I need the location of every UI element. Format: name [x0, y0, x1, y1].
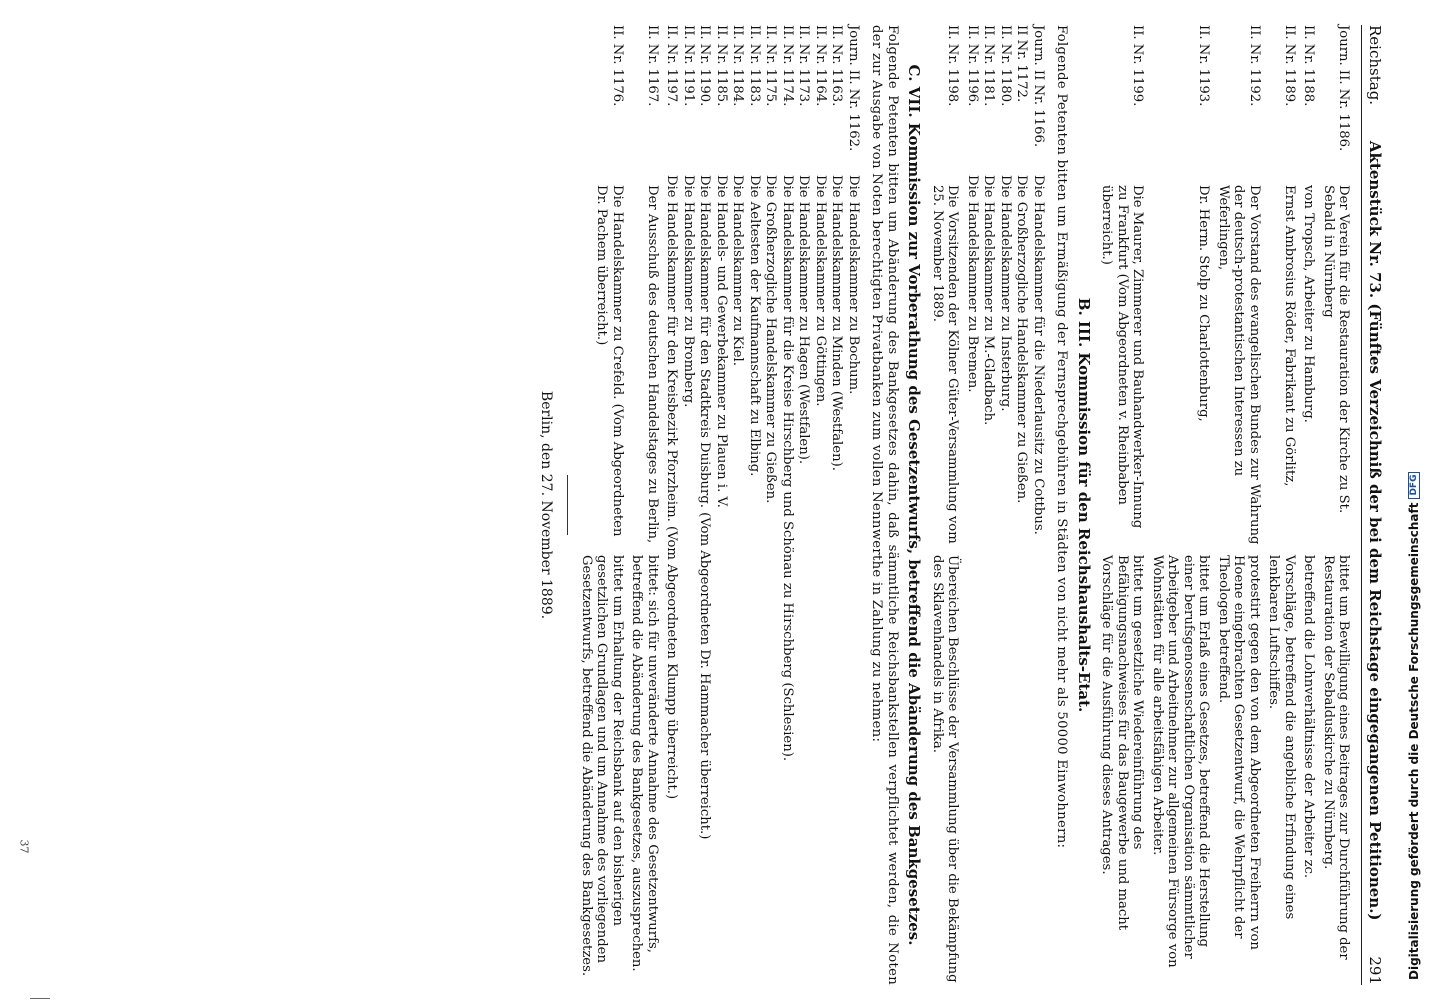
closing-date: Berlin, den 27. November 1889.	[538, 390, 554, 620]
petitioner: Die Aeltesten der Kaufmannschaft zu Elbing.	[747, 175, 762, 477]
petition-row	[1150, 25, 1212, 985]
petitioner: Die Handelskammer zu Minden (Westfalen).	[829, 175, 845, 471]
digitization-credit	[1404, 0, 1424, 980]
journal-ref: Journ. II. Nr. 1186.	[1336, 25, 1352, 152]
petitioner: Ernst Ambrosius Röder, Fabrikant zu Görlitz,	[1282, 185, 1297, 487]
journal-ref: II Nr. 1172.	[1014, 25, 1030, 103]
page-header	[1362, 25, 1383, 985]
petitioner: Die Handelskammer für die Kreise Hirschberg und Schönau zu Hirschberg (Schlesien).	[780, 175, 795, 762]
page-mark: 37	[17, 839, 31, 854]
journal-ref: II. Nr. 1173.	[796, 25, 812, 107]
petition-request: betreffend die Lohnverhältnisse der Arbeiter zc.	[1301, 555, 1317, 879]
petitioner: Die Handelskammer zu Hagen (Westfalen).	[796, 175, 812, 465]
petitioner: Die Handels- und Gewerbekammer zu Plauen i. V.	[714, 175, 729, 508]
journal-ref: II. Nr. 1196.	[965, 25, 980, 107]
top-petitions	[1099, 25, 1352, 985]
petition-request: bittet: sich für unveränderte Annahme des Gesetzentwurfs, betreffend die Abänderung des Bankgesetzes, auszusprechen.	[629, 555, 660, 972]
petitioner: Der Vorstand des evangelischen Bundes zur Wahrung der deutsch-protestantischen Interessen zu Weferlingen,	[1216, 185, 1262, 545]
petitioner: von Tropsch, Arbeiter zu Hamburg.	[1301, 185, 1317, 423]
section-b-intro: Folgende Petenten bitten um Ermäßigung der Fernsprechgebühren in Städten von nicht mehr als 50000 Einwohnern:	[1054, 25, 1070, 849]
header-left: Reichstag.	[1366, 25, 1384, 106]
petition-request: bittet um Bewilligung eines Beitrages zur Durchführung der Restauration der Sebalduskirche zu Nürnberg.	[1321, 555, 1352, 960]
scan-edge-mark	[30, 998, 50, 999]
petitioner: Die Handelskammer für die Niederlausitz zu Cottbus.	[1031, 175, 1046, 535]
journal-ref: II. Nr. 1175.	[763, 25, 779, 107]
petitioner: Die Maurer, Zimmerer und Bauhandwerker-Innung zu Frankfurt (Vom Abgeordneten v. Rheinbaben überreicht.)	[1099, 185, 1146, 529]
petitioner: Die Handelskammer zu M.-Gladbach.	[981, 175, 997, 426]
petition-row	[1321, 25, 1352, 985]
journal-ref: II. Nr. 1185.	[714, 25, 729, 107]
petitioner: Die Handelskammer zu Insterburg.	[998, 175, 1013, 412]
petition-row	[579, 25, 626, 985]
journal-ref: Journ. II. Nr. 1162.	[846, 25, 861, 152]
section-c-intro: Folgende Petenten bitten um Abänderung des Bankgesetzes dahin, daß sämmtliche Reichsbankstellen verpflichtet werden, die Noten der zur Ausgabe von Noten berechtigten Privatbanken zum vollen Nennwerthe in Zahlung zu nehmen:	[869, 25, 900, 985]
journal-ref: II. Nr. 1192.	[1247, 25, 1262, 107]
journal-ref: II. Nr. 1164.	[813, 25, 828, 107]
petitioner: Der Verein für die Restauration der Kirche zu St. Sebald in Nürnberg	[1321, 185, 1352, 514]
petitioner: Die Handelskammer zu Göttingen.	[813, 175, 828, 407]
petition-row	[1099, 25, 1146, 985]
journal-ref: II. Nr. 1188.	[1301, 25, 1317, 107]
journal-ref: II. Nr. 1174.	[780, 25, 795, 107]
journal-ref: II. Nr. 1181.	[981, 25, 997, 107]
petitioner: Die Großherzogliche Handelskammer zu Gießen.	[763, 175, 779, 504]
petition-request: Übereichen Beschlüsse der Versammlung über die Bekämpfung des Sklavenhandels in Afrika.	[930, 555, 961, 983]
section-c-title: C. VII. Kommission zur Vorberathung des Gesetzentwurfs, betreffend die Abänderung des Bankgesetzes.	[905, 64, 924, 946]
petition-request: Vorschläge, betreffend die angebliche Erfindung eines lenkbaren Luftschiffes.	[1266, 555, 1297, 920]
petitioner: Die Vorsitzenden der Kölner Güter-Versammlung vom 25. November 1889.	[930, 185, 961, 544]
journal-ref: II. Nr. 1176.	[610, 25, 625, 107]
journal-ref: II. Nr. 1193.	[1196, 25, 1212, 107]
journal-ref: II. Nr. 1191.	[681, 25, 696, 107]
journal-ref: Journ. II Nr. 1166.	[1031, 25, 1046, 148]
petitioner: Die Handelskammer für den Stadtkreis Duisburg. (Vom Abgeordneten Dr. Hammacher überreicht.)	[697, 175, 713, 840]
journal-ref: II. Nr. 1184.	[730, 25, 746, 107]
petition-request: bittet um gesetzliche Wiedereinführung des Befähigungsnachweises für das Baugewerbe und macht Vorschläge für die Ausführung dieses Antrages.	[1099, 555, 1146, 931]
petition-row	[1216, 25, 1263, 985]
header-title: Aktenstück Nr. 73. (Fünftes Verzeichniß der bei dem Reichstage eingegangenen Petitionen.)	[1366, 140, 1384, 921]
petition-row	[930, 25, 961, 985]
journal-ref: II. Nr. 1163.	[829, 25, 845, 107]
petitioner: Die Handelskammer zu Bochum.	[846, 175, 861, 395]
petitioner: Die Handelskammer zu Bromberg.	[681, 175, 696, 408]
petition-row	[1266, 25, 1297, 985]
journal-ref: II. Nr. 1180.	[998, 25, 1013, 107]
petition-request: bittet um Erlaß eines Gesetzes, betreffend die Herstellung einer berufsgenossenschaftlichen Organisation sämmtlicher Arbeitgeber und Arbeitnehmer zur allgemeinen Fürsorge von Wohnstätten für alle arbeitsfähigen Arbeiter.	[1150, 555, 1212, 968]
dfg-logo: DFG	[1408, 472, 1420, 499]
journal-ref: II. Nr. 1197.	[664, 25, 680, 107]
petitioner: Die Großherzogliche Handelskammer zu Gießen.	[1014, 175, 1030, 504]
journal-ref: II. Nr. 1198.	[945, 25, 961, 107]
journal-ref: II. Nr. 1167.	[645, 25, 660, 107]
rotated-page	[0, 5, 1390, 1005]
section-c-list	[664, 25, 861, 985]
petition-row	[629, 25, 660, 985]
petition-request: bittet um Erhaltung der Reichsbank auf den bisherigen gesetzlichen Grundlagen und um Annahme des vorliegenden Gesetzentwurfs, betreffend die Abänderung des Bankgesetzes.	[579, 555, 625, 977]
section-b-list	[965, 25, 1047, 985]
divider	[567, 475, 569, 535]
petitioner: Dr. Herm. Stolp zu Charlottenburg,	[1196, 185, 1212, 422]
petitioner: Die Handelskammer zu Kiel.	[730, 175, 746, 366]
journal-ref: II. Nr. 1190.	[697, 25, 713, 107]
petition-request: protestirt gegen den von dem Abgeordneten Freiherrn von Hoene eingebrachten Gesetzentwurf, die Wehrpflicht der Theologen betreffend.	[1216, 555, 1262, 950]
petitioner: Die Handelskammer zu Crefeld. (Vom Abgeordneten Dr. Pachem überreicht.)	[594, 185, 625, 537]
petitioner: Die Handelskammer zu Bremen.	[965, 175, 980, 393]
credit-text: Digitalisierung gefördert durch die Deutsche Forschungsgemeinschaft	[1407, 502, 1421, 980]
petitioner: Der Ausschuß des deutschen Handelstages zu Berlin,	[645, 185, 660, 544]
page-number: 291	[1366, 956, 1384, 985]
journal-ref: II. Nr. 1183.	[747, 25, 762, 107]
section-b-title: B. III. Kommission für den Reichshaushalts-Etat.	[1075, 297, 1093, 713]
journal-ref: II. Nr. 1189.	[1282, 25, 1297, 107]
petitioner: Die Handelskammer für den Kreisbezirk Pforzheim. (Vom Abgeordneten Klumpp überreicht.)	[664, 175, 680, 800]
journal-ref: II. Nr. 1199.	[1130, 25, 1146, 107]
petition-row	[1301, 25, 1317, 985]
